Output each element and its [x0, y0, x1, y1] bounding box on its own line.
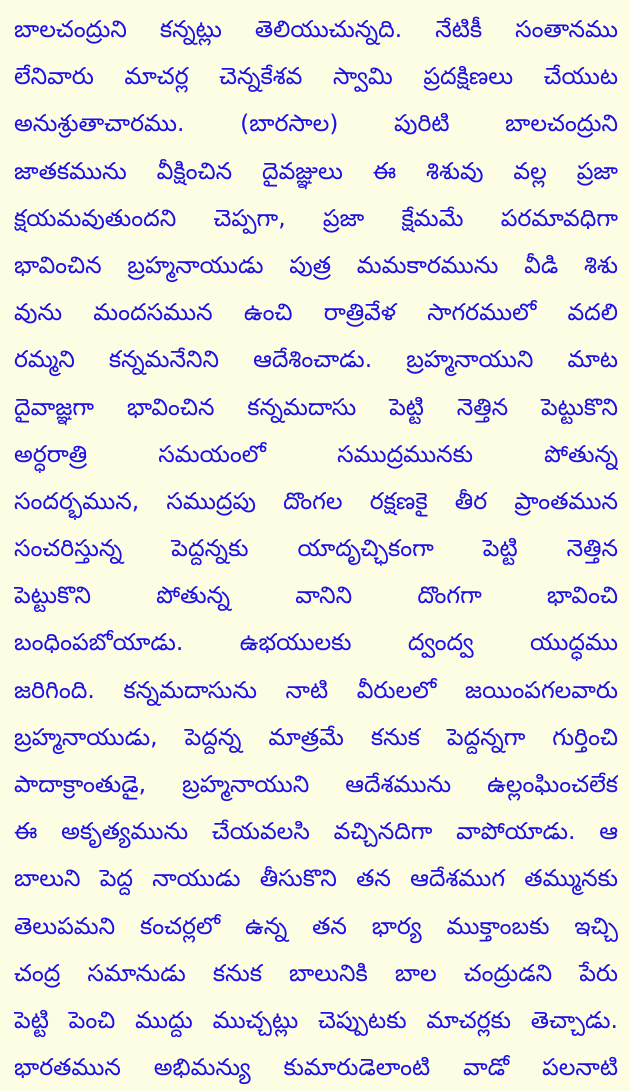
text-line: వును మందసమున ఉంచి రాత్రివేళ సాగరములో వదలి [14, 298, 618, 327]
text-line: రమ్మని కన్నమనేనిని ఆదేశించాడు. బ్రహ్మనాయుని మాట [14, 345, 618, 374]
text-line: పెట్టి పెంచి ముద్దు ముచ్చట్లు చెప్పుటకు మాచర్లకు తెచ్చాడు. [14, 1005, 618, 1034]
text-line: దైవాజ్ఞగా భావించిన కన్నమదాసు పెట్టి నెత్తిన పెట్టుకొని [14, 392, 618, 421]
text-line: భారతమున అభిమన్యు కుమారుడెలాంటి వాడో పలనాటి [14, 1053, 618, 1082]
text-line: సంచరిస్తున్న పెద్దన్నకు యాదృచ్ఛికంగా పెట్టి నెత్తిన [14, 534, 618, 563]
text-line: ఈ అకృత్యమును చేయవలసి వచ్చినదిగా వాపోయాడు. ఆ [14, 817, 618, 846]
text-line: బంధింపబోయాడు. ఉభయులకు ద్వంద్వ యుద్ధము [14, 628, 618, 657]
text-line: బాలుని పెద్ద నాయుడు తీసుకొని తన ఆదేశముగ తమ్మునకు [14, 864, 618, 893]
text-line: లేనివారు మాచర్ల చెన్నకేశవ స్వామి ప్రదక్షిణలు చేయుట [14, 62, 618, 91]
text-line: తెలుపమని కంచర్లలో ఉన్న తన భార్య ముక్తాంబకు ఇచ్చి [14, 911, 618, 940]
text-line: క్షయమవుతుందని చెప్పగా, ప్రజా క్షేమమే పరమావధిగా [14, 203, 618, 232]
text-line: బ్రహ్మనాయుడు, పెద్దన్న మాత్రమే కనుక పెద్దన్నగా గుర్తించి [14, 722, 618, 751]
text-line: బాలచంద్రుని కన్నట్లు తెలియుచున్నది. నేటికీ సంతానము [14, 15, 618, 43]
text-line: చంద్ర సమానుడు కనుక బాలునికి బాల చంద్రుడని పేరు [14, 958, 618, 987]
text-line: అనుశ్రుతాచారము. (బారసాల) పురిటి బాలచంద్రుని [14, 109, 618, 138]
text-line: జాతకమును వీక్షించిన దైవజ్ఞులు ఈ శిశువు వల్ల ప్రజా [14, 156, 618, 185]
text-line: పెట్టుకొని పోతున్న వానిని దొంగగా భావించి [14, 581, 618, 610]
text-line: సందర్భమున, సముద్రపు దొంగల రక్షణకై తీర ప్రాంతమున [14, 486, 618, 515]
text-line: భావించిన బ్రహ్మనాయుడు పుత్ర మమకారమును వీడి శిశు [14, 250, 618, 279]
text-line: పాదాక్రాంతుడై, బ్రహ్మనాయుని ఆదేశమును ఉల్లంఘించలేక [14, 770, 618, 798]
text-line: అర్ధరాత్రి సమయంలో సముద్రమునకు పోతున్న [14, 439, 618, 468]
text-line: జరిగింది. కన్నమదాసును నాటి వీరులలో జయింపగలవారు [14, 675, 618, 704]
